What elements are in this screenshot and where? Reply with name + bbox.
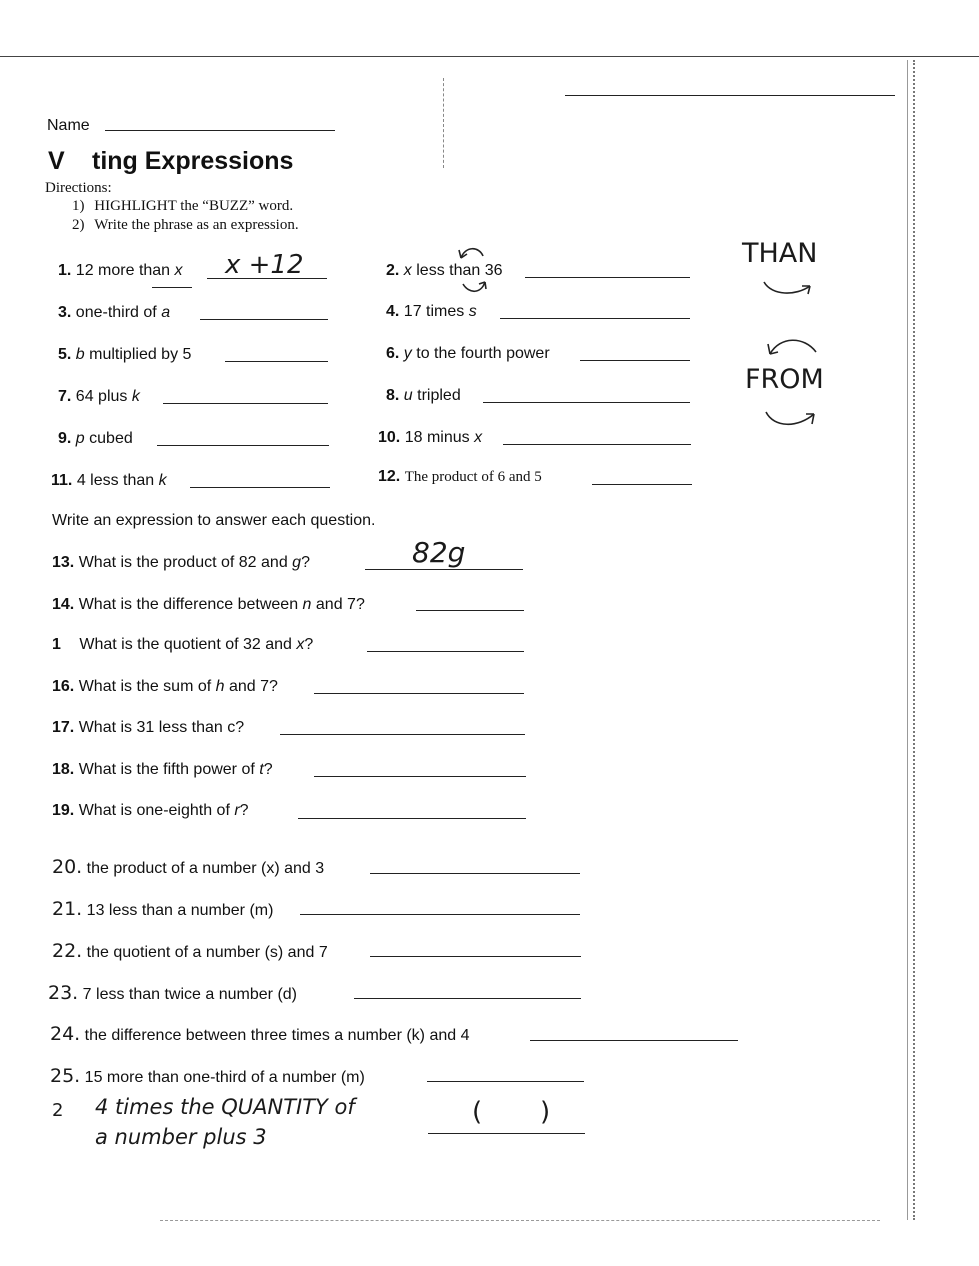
answer-1-handwriting: x +12 [225, 250, 304, 280]
item-number: 4. [386, 303, 400, 320]
phrase-var: k [131, 388, 140, 405]
answer-26[interactable] [428, 1133, 585, 1134]
item-number: 10. [378, 429, 401, 446]
phrase-text: multiplied by 5 [84, 346, 192, 363]
answer-10[interactable] [503, 444, 691, 445]
handwritten-number: 2 [52, 1100, 64, 1121]
question-text: What is the product of 82 and [78, 554, 293, 571]
problem-22 [52, 940, 328, 962]
curved-arrow-icon [762, 404, 822, 432]
direction-step-2 [72, 217, 299, 234]
than-underline [152, 287, 192, 288]
answer-19[interactable] [298, 818, 526, 819]
phrase-10 [378, 429, 482, 447]
handwritten-number: 25. [50, 1065, 81, 1087]
page-bottom-edge [160, 1220, 880, 1221]
margin-note-than: THAN [742, 238, 818, 269]
problem-20 [52, 856, 324, 878]
item-number: 1. [58, 262, 72, 279]
answer-26-parentheses: ( ) [472, 1097, 551, 1127]
phrase-text: The product of 6 and 5 [404, 469, 542, 485]
page-top-edge [0, 56, 979, 57]
handwritten-number: 21. [52, 898, 83, 920]
answer-9[interactable] [157, 445, 329, 446]
item-number: 13. [52, 554, 75, 571]
item-number: 9. [58, 430, 72, 447]
answer-16[interactable] [314, 693, 524, 694]
phrase-var: x [474, 429, 483, 446]
questions-header: Write an expression to answer each question. [52, 512, 376, 529]
item-number: 2. [386, 262, 400, 279]
problem-text: the difference between three times a number (k) and 4 [84, 1027, 470, 1044]
question-var: n [302, 596, 312, 613]
question-punct: ? [301, 554, 310, 571]
item-number: 6. [386, 345, 400, 362]
question-punct: ? [304, 636, 314, 653]
question-punct: ? [263, 761, 273, 778]
name-label: Name [47, 117, 90, 134]
answer-7[interactable] [163, 403, 328, 404]
question-14 [52, 596, 365, 614]
phrase-11 [51, 472, 167, 490]
answer-23[interactable] [354, 998, 581, 999]
phrase-var: k [158, 472, 167, 489]
question-18 [52, 761, 273, 779]
direction-num: 2) [72, 217, 85, 233]
curved-arrow-back-icon [760, 334, 820, 360]
item-number: 14. [52, 596, 75, 613]
answer-21[interactable] [300, 914, 580, 915]
swap-arrows-icon [455, 244, 495, 296]
item-number: 16. [52, 678, 75, 695]
directions-label: Directions: [45, 180, 112, 196]
answer-2[interactable] [525, 277, 690, 278]
answer-12[interactable] [592, 484, 692, 485]
question-text: What is the quotient of 32 and [79, 636, 297, 653]
direction-text: Write the phrase as an expression. [94, 217, 299, 233]
question-text: What is the fifth power of [78, 761, 260, 778]
title-prefix: V [48, 147, 65, 175]
question-13 [52, 554, 310, 572]
page-right-edge-inner [907, 60, 908, 1220]
problem-text: 7 less than twice a number (d) [82, 986, 297, 1003]
problem-25 [50, 1065, 365, 1087]
question-text: What is the sum of [78, 678, 216, 695]
question-text: What is one-eighth of [78, 802, 235, 819]
question-17 [52, 719, 244, 737]
phrase-text: 4 less than [76, 472, 159, 489]
page-title: ting Expressions [92, 147, 294, 175]
item-number: 11. [51, 472, 73, 489]
handwritten-number: 23. [48, 982, 79, 1004]
item-number: 12. [378, 468, 401, 485]
answer-24[interactable] [530, 1040, 738, 1041]
item-number: 19. [52, 802, 75, 819]
problem-text: the product of a number (x) and 3 [86, 860, 325, 877]
item-number: 1 [52, 636, 61, 653]
handwritten-number: 20. [52, 856, 83, 878]
answer-11[interactable] [190, 487, 330, 488]
phrase-8 [386, 387, 461, 405]
phrase-text: 17 times [403, 303, 469, 320]
curved-arrow-icon [760, 276, 820, 300]
question-text: What is the difference between [78, 596, 303, 613]
item-number: 3. [58, 304, 72, 321]
phrase-var: p [75, 430, 85, 447]
phrase-var: y [403, 345, 412, 362]
question-punct: and 7? [311, 596, 365, 613]
direction-text: HIGHLIGHT the “BUZZ” word. [94, 198, 294, 214]
answer-22[interactable] [370, 956, 581, 957]
phrase-text: less than 36 [411, 262, 503, 279]
question-punct: and 7? [224, 678, 278, 695]
answer-25[interactable] [427, 1081, 584, 1082]
question-var: r [234, 802, 240, 819]
answer-4[interactable] [500, 318, 690, 319]
phrase-var: u [403, 387, 413, 404]
problem-text: 15 more than one-third of a number (m) [84, 1069, 365, 1086]
item-number: 17. [52, 719, 75, 736]
answer-8[interactable] [483, 402, 690, 403]
phrase-12 [378, 468, 542, 486]
question-15 [52, 636, 313, 654]
scan-mark [443, 78, 444, 168]
phrase-3 [58, 304, 170, 322]
question-var: t [259, 761, 264, 778]
problem-23 [48, 982, 297, 1004]
item-number: 7. [58, 388, 72, 405]
answer-18[interactable] [314, 776, 526, 777]
phrase-text: tripled [412, 387, 461, 404]
item-number: 5. [58, 346, 72, 363]
phrase-9 [58, 430, 133, 448]
phrase-1 [58, 262, 183, 280]
name-field[interactable] [105, 130, 335, 131]
phrase-var: x [403, 262, 412, 279]
question-var: x [296, 636, 305, 653]
handwritten-problem-line-2: a number plus 3 [95, 1125, 267, 1149]
phrase-text: 12 more than [75, 262, 175, 279]
direction-num: 1) [72, 198, 85, 214]
phrase-text: 64 plus [75, 388, 132, 405]
answer-15[interactable] [367, 651, 524, 652]
handwritten-number: 22. [52, 940, 83, 962]
phrase-var: x [174, 262, 183, 279]
phrase-var: b [75, 346, 85, 363]
margin-note-from: FROM [745, 364, 824, 395]
answer-5[interactable] [225, 361, 328, 362]
problem-21 [52, 898, 273, 920]
phrase-text: 18 minus [404, 429, 475, 446]
handwritten-number: 24. [50, 1023, 81, 1045]
question-16 [52, 678, 278, 696]
problem-text: the quotient of a number (s) and 7 [86, 944, 328, 961]
handwritten-problem-line-1: 4 times the QUANTITY of [95, 1095, 355, 1119]
problem-text: 13 less than a number (m) [86, 902, 274, 919]
phrase-text: cubed [84, 430, 133, 447]
phrase-text: one-third of [75, 304, 162, 321]
item-number: 8. [386, 387, 400, 404]
answer-13-handwriting: 82g [412, 536, 466, 569]
phrase-var: s [468, 303, 477, 320]
answer-17[interactable] [280, 734, 525, 735]
question-text: What is 31 less than c? [78, 719, 245, 736]
item-number: 18. [52, 761, 75, 778]
answer-3[interactable] [200, 319, 328, 320]
page-right-edge [913, 60, 915, 1220]
question-var: h [215, 678, 225, 695]
answer-14[interactable] [416, 610, 524, 611]
question-punct: ? [239, 802, 249, 819]
question-var: g [292, 554, 302, 571]
phrase-5 [58, 346, 191, 364]
phrase-7 [58, 388, 140, 406]
phrase-var: a [161, 304, 171, 321]
phrase-6 [386, 345, 550, 363]
phrase-text: to the fourth power [411, 345, 550, 362]
top-right-line [565, 95, 895, 96]
direction-step-1 [72, 198, 293, 215]
answer-20[interactable] [370, 873, 580, 874]
answer-6[interactable] [580, 360, 690, 361]
phrase-4 [386, 303, 477, 321]
problem-24 [50, 1023, 469, 1045]
question-19 [52, 802, 249, 820]
answer-13[interactable] [365, 569, 523, 570]
